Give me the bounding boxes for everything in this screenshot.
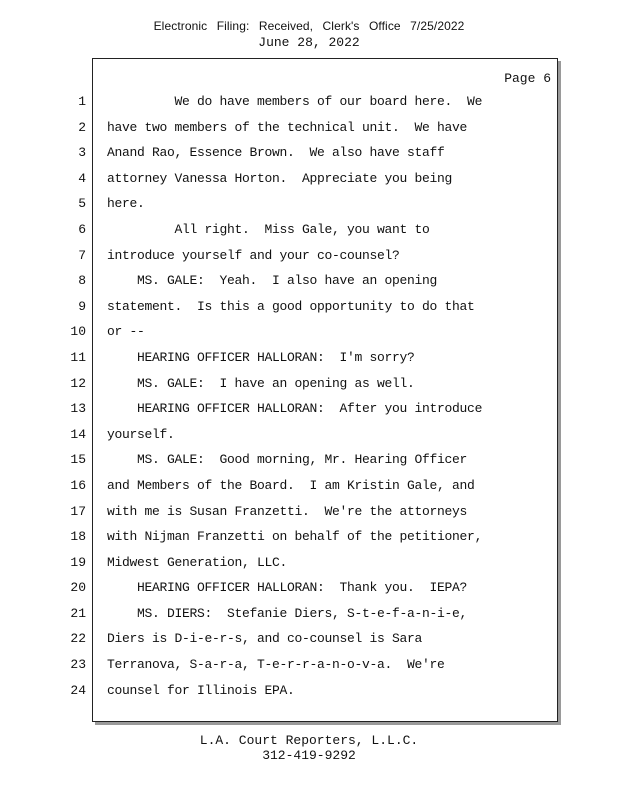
line-number: 11 <box>70 349 86 365</box>
line-number: 1 <box>78 94 86 109</box>
reporter-phone: 312-419-9292 <box>262 748 356 763</box>
transcript-line: with me is Susan Franzetti. We're the attorneys <box>107 503 468 519</box>
transcript-line: We do have members of our board here. We <box>107 94 483 109</box>
transcript-line: HEARING OFFICER HALLORAN: Thank you. IEPA? <box>107 580 468 596</box>
reporter-company: L.A. Court Reporters, L.L.C. <box>199 733 419 748</box>
line-number: 24 <box>70 682 86 698</box>
line-number: 15 <box>70 452 86 468</box>
transcript-line: here. <box>107 196 145 212</box>
line-number: 6 <box>78 221 86 237</box>
filing-stamp: Electronic Filing: Received, Clerk's Office 7/25/2022 <box>153 19 465 33</box>
footer <box>0 733 618 763</box>
transcript-line: attorney Vanessa Horton. Appreciate you being <box>107 170 453 186</box>
line-number: 7 <box>78 247 86 263</box>
line-number-column <box>0 89 86 703</box>
transcript-line: MS. GALE: I have an opening as well. <box>107 375 415 391</box>
line-number: 10 <box>70 324 86 340</box>
line-number: 18 <box>70 529 86 545</box>
line-number: 19 <box>70 554 86 570</box>
transcript-line: Terranova, S-a-r-a, T-e-r-r-a-n-o-v-a. We're <box>107 657 445 673</box>
line-number: 21 <box>70 605 86 621</box>
line-number: 4 <box>78 170 86 186</box>
line-number: 13 <box>70 401 86 417</box>
transcript-line: MS. GALE: Yeah. I also have an opening <box>107 273 438 289</box>
line-number: 17 <box>70 503 86 519</box>
transcript-line: MS. DIERS: Stefanie Diers, S-t-e-f-a-n-i-e, <box>107 605 468 621</box>
transcript-line: or -- <box>107 324 145 340</box>
transcript-line: counsel for Illinois EPA. <box>107 682 295 698</box>
hearing-date: June 28, 2022 <box>258 35 360 50</box>
transcript-text <box>107 89 547 703</box>
transcript-line: statement. Is this a good opportunity to do that <box>107 298 475 314</box>
transcript-line: yourself. <box>107 426 175 442</box>
transcript-line: have two members of the technical unit. We have <box>107 119 468 135</box>
transcript-line: with Nijman Franzetti on behalf of the petitioner, <box>107 529 483 545</box>
line-number: 2 <box>78 119 86 135</box>
transcript-line: Anand Rao, Essence Brown. We also have staff <box>107 145 445 161</box>
line-number: 8 <box>78 273 86 289</box>
transcript-line: HEARING OFFICER HALLORAN: After you introduce <box>107 401 483 417</box>
line-number: 12 <box>70 375 86 391</box>
transcript-line: HEARING OFFICER HALLORAN: I'm sorry? <box>107 349 415 365</box>
line-number: 20 <box>70 580 86 596</box>
line-number: 22 <box>70 631 86 647</box>
page-number: Page 6 <box>504 71 551 86</box>
transcript-line: MS. GALE: Good morning, Mr. Hearing Officer <box>107 452 468 468</box>
transcript-line: All right. Miss Gale, you want to <box>107 221 430 237</box>
line-number: 3 <box>78 145 86 161</box>
line-number: 23 <box>70 657 86 673</box>
transcript-line: and Members of the Board. I am Kristin Gale, and <box>107 477 475 493</box>
transcript-line: introduce yourself and your co-counsel? <box>107 247 400 263</box>
line-number: 14 <box>70 426 86 442</box>
transcript-line: Diers is D-i-e-r-s, and co-counsel is Sara <box>107 631 423 647</box>
line-number: 16 <box>70 477 86 493</box>
line-number: 5 <box>78 196 86 212</box>
line-number: 9 <box>78 298 86 314</box>
transcript-line: Midwest Generation, LLC. <box>107 554 288 570</box>
